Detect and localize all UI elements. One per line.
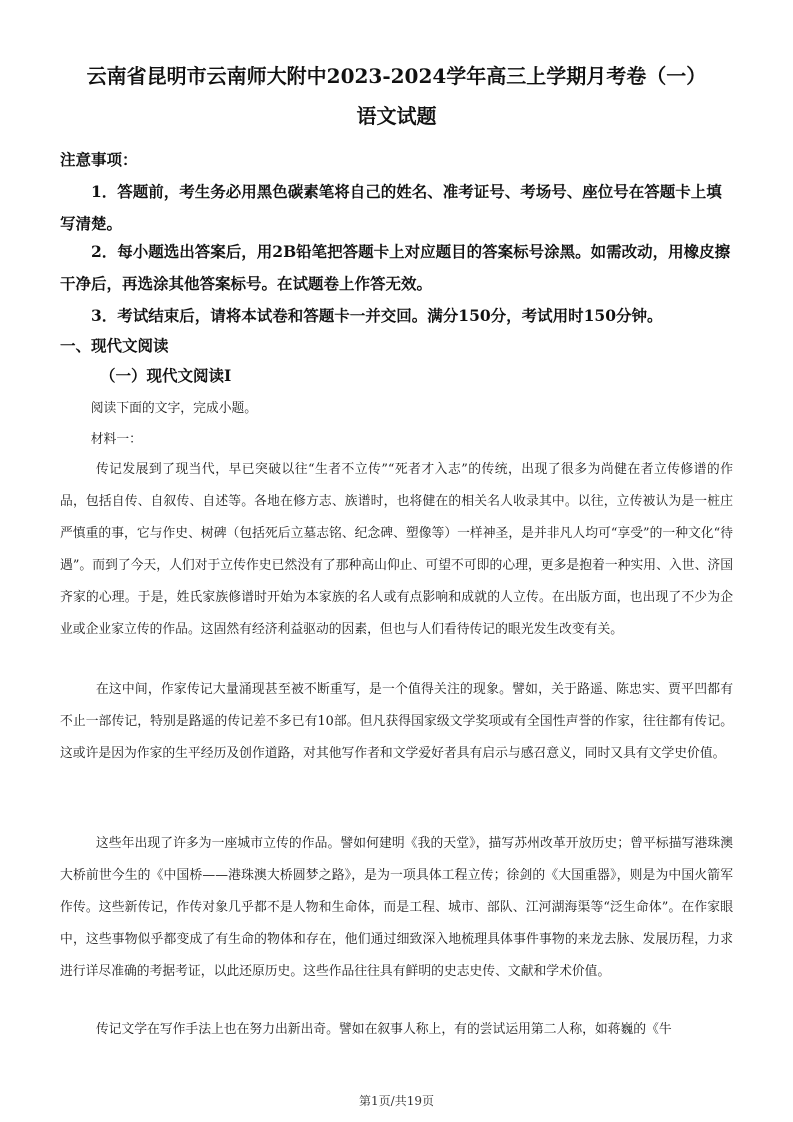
- section-heading: 一、现代文阅读: [60, 336, 169, 355]
- paragraph-3: 这些年出现了许多为一座城市立传的作品。譬如何建明《我的天堂》，描写苏州改革开放历史；曾平标描写港珠澳大桥前世今生的《中国桥——港珠澳大桥圆梦之路》，是为一项具体工程立传；徐剑的《大国重器》，则是为中国火箭军作传。这些新传记，作传对象几乎都不是人物和生命体，而是工程、城市、部队、江河湖海渠等“泛生命体”。在作家眼中，这些事物似乎都变成了有生命的物体和存在，他们通过细致深入地梳理具体事件事物的来龙去脉、发展历程，力求进行详尽准确的考据考证，以此还原历史。这些作品往往具有鲜明的史志史传、文献和学术价值。: [60, 836, 733, 979]
- subsection-heading: （一）现代文阅读Ⅰ: [100, 366, 232, 385]
- exam-title: 云南省昆明市云南师大附中2023-2024学年高三上学期月考卷（一）: [86, 64, 707, 88]
- paragraph-4: 传记文学在写作手法上也在努力出新出奇。譬如在叙事人称上，有的尝试运用第二人称，如蒋巍的《牛: [95, 1022, 672, 1037]
- notice-item-1: 1．答题前，考生务必用黑色碳素笔将自己的姓名、准考证号、考场号、座位号在答题卡上填写清楚。: [60, 182, 722, 233]
- paragraph-1: 传记发展到了现当代，早已突破以往“生者不立传”“死者才入志”的传统，出现了很多为尚健在者立传修谱的作品，包括自传、自叙传、自述等。各地在修方志、族谱时，也将健在的相关名人收录其中。以往，立传被认为是一桩庄严慎重的事，它与作史、树碑（包括死后立墓志铭、纪念碑、塑像等）一样神圣，是并非凡人均可“享受”的一种文化“待遇”。而到了今天，人们对于立传作史已然没有了那种高山仰止、可望不可即的心理，更多是抱着一种实用、入世、济国齐家的心理。于是，姓氏家族修谱时开始为本家族的名人或有点影响和成就的人立传。在出版方面，也出现了不少为企业或企业家立传的作品。这固然有经济利益驱动的因素，但也与人们看待传记的眼光发生改变有关。: [60, 462, 733, 637]
- notice-heading: 注意事项：: [60, 150, 138, 169]
- exam-subtitle: 语文试题: [356, 104, 437, 128]
- reading-instruction: 阅读下面的文字，完成小题。: [90, 401, 258, 416]
- paragraph-2: 在这中间，作家传记大量涌现甚至被不断重写，是一个值得关注的现象。譬如，关于路遥、陈忠实、贾平凹都有不止一部传记，特别是路遥的传记差不多已有10部。但凡获得国家级文学奖项或有全国性声誉的作家，往往都有传记。这或许是因为作家的生平经历及创作道路，对其他写作者和文学爱好者具有启示与感召意义，同时又具有文学史价值。: [60, 682, 733, 761]
- material-label: 材料一：: [90, 432, 142, 447]
- notice-item-2: 2．每小题选出答案后，用2B铅笔把答题卡上对应题目的答案标号涂黑。如需改动，用橡皮擦干净后，再选涂其他答案标号。在试题卷上作答无效。: [60, 242, 731, 293]
- page-number: 第1页/共19页: [359, 1094, 434, 1108]
- notice-item-3: 3．考试结束后，请将本试卷和答题卡一并交回。满分150分，考试用时150分钟。: [91, 306, 663, 325]
